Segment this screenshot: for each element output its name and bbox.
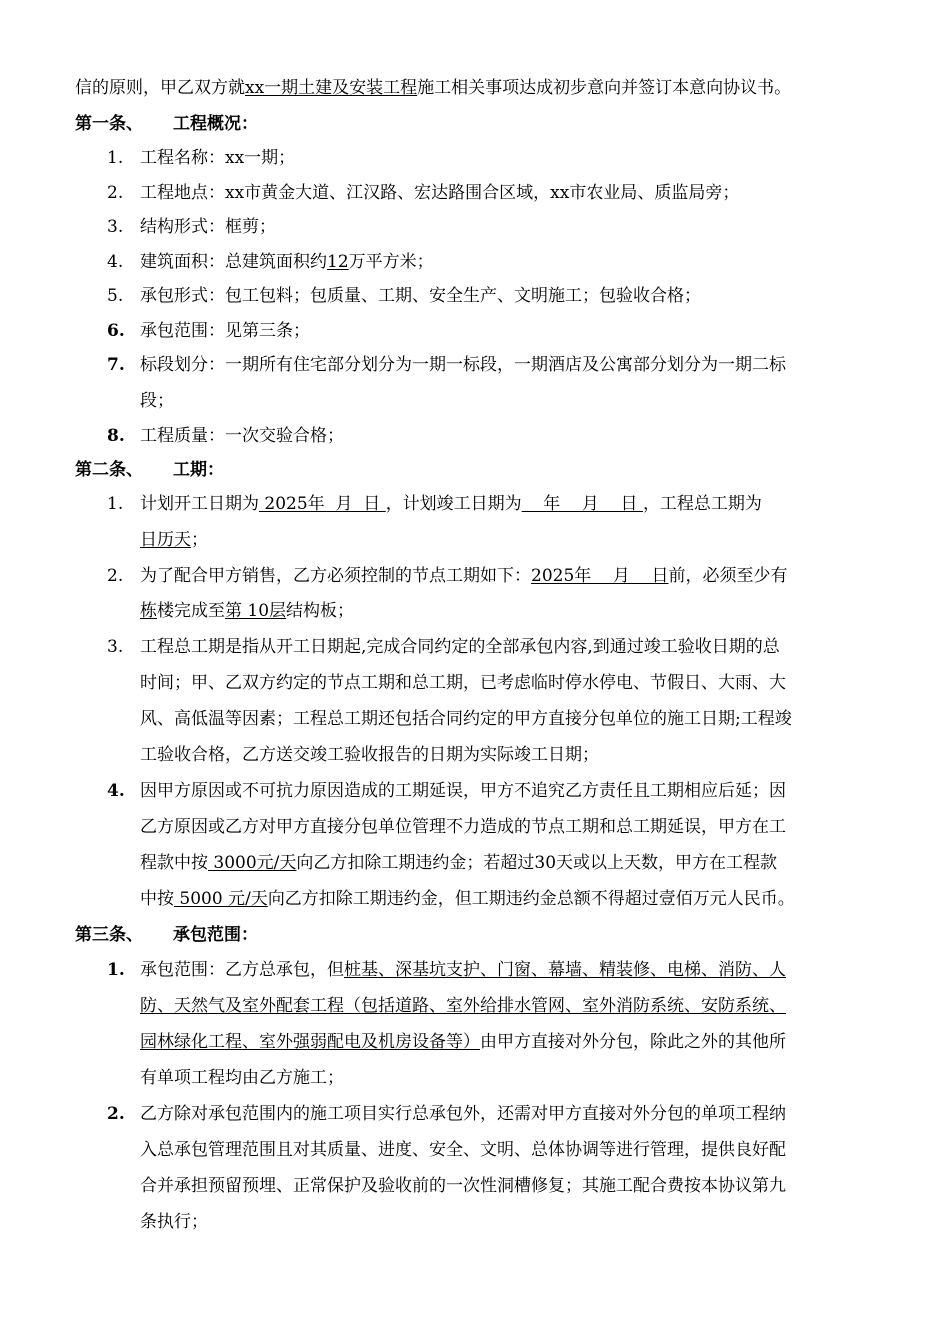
item-text: 结构板； [286, 601, 355, 621]
floor-blank: 第 10层 [225, 601, 287, 621]
item-number: 6. [107, 321, 125, 341]
article-1-heading [75, 114, 258, 134]
item-text: 承包范围：乙方总承包，但 [140, 960, 344, 980]
item-number: 1. [107, 148, 124, 168]
intro-text-end: 施工相关事项达成初步意向并签订本意向协议书。 [417, 78, 792, 98]
article-2-title: 工期： [173, 460, 224, 480]
excluded-scope-underlined: 防、天然气及室外配套工程（包括道路、室外给排水管网、室外消防系统、安防系统、 [140, 996, 786, 1016]
list-item-continued [140, 996, 786, 1016]
excluded-scope-underlined: 桩基、深基坑支护、门窗、幕墙、精装修、电梯、消防、人 [344, 960, 786, 980]
list-item: 因甲方原因或不可抗力原因造成的工期延误，甲方不追究乙方责任且工期相应后延；因 [140, 781, 786, 801]
item-text: 前，必须至少有 [668, 566, 788, 586]
list-item: 工程名称：xx一期； [140, 148, 296, 168]
list-item: 工程总工期是指从开工日期起,完成合同约定的全部承包内容,到通过竣工验收日期的总 [140, 637, 780, 657]
item-number: 2. [107, 183, 124, 203]
list-item-continued [140, 530, 208, 550]
area-value: 12 [327, 252, 349, 272]
list-item [140, 960, 786, 980]
penalty-rate-2: 5000 元/天 [174, 889, 268, 909]
start-date-blank: 2025年 月 日 [259, 494, 386, 514]
item-number: 7. [107, 355, 125, 375]
article-2-number: 第二条、 [75, 460, 143, 480]
item-number: 2. [107, 566, 124, 586]
list-item-continued: 有单项工程均由乙方施工； [140, 1068, 344, 1088]
article-3-heading [75, 925, 258, 945]
item-text: 建筑面积：总建筑面积约 [140, 252, 327, 272]
item-text: 向乙方扣除工期违约金，但工期违约金总额不得超过壹佰万元人民币。 [267, 889, 795, 909]
item-number: 1. [107, 494, 124, 514]
project-name-underlined: xx一期土建及安装工程 [245, 78, 418, 98]
item-number: 3. [107, 217, 124, 237]
item-text: 万平方米； [348, 252, 434, 272]
list-item-continued: 时间；甲、乙双方约定的节点工期和总工期，已考虑临时停水停电、节假日、大雨、大 [140, 673, 786, 693]
list-item-continued: 风、高低温等因素；工程总工期还包括合同约定的甲方直接分包单位的施工日期;工程竣 [140, 709, 792, 729]
item-number: 4. [107, 252, 124, 272]
list-item: 乙方除对承包范围内的施工项目实行总承包外，还需对甲方直接对外分包的单项工程纳 [140, 1104, 786, 1124]
list-item [140, 252, 434, 272]
item-text: ，工程总工期为 [642, 494, 762, 514]
list-item-continued: 工验收合格，乙方送交竣工验收报告的日期为实际竣工日期； [140, 745, 599, 765]
article-3-number: 第三条、 [75, 925, 143, 945]
article-1-number: 第一条、 [75, 114, 143, 134]
item-text: 中按 [140, 889, 174, 909]
item-number: 3. [107, 637, 124, 657]
list-item-continued: 条执行； [140, 1212, 208, 1232]
item-text: 为了配合甲方销售，乙方必须控制的节点工期如下： [140, 566, 531, 586]
end-date-blank: 年 月 日 [521, 494, 643, 514]
excluded-scope-underlined: 园林绿化工程、室外强弱配电及机房设备等） [140, 1032, 480, 1052]
item-text: ，计划竣工日期为 [385, 494, 522, 514]
article-3-title: 承包范围： [173, 925, 258, 945]
list-item: 承包范围：见第三条； [140, 321, 310, 341]
item-text: 由甲方直接对外分包，除此之外的其他所 [480, 1032, 786, 1052]
item-text: 程款中按 [140, 853, 208, 873]
list-item-continued: 乙方原因或乙方对甲方直接分包单位管理不力造成的节点工期和总工期延误，甲方在工 [140, 817, 786, 837]
item-text: 楼完成至 [157, 601, 225, 621]
item-number: 8. [107, 426, 125, 446]
list-item-continued [140, 601, 354, 621]
list-item-continued [140, 889, 795, 909]
list-item [140, 566, 788, 586]
list-item-continued: 段； [140, 391, 174, 411]
list-item-continued: 入总承包管理范围且对其质量、进度、安全、文明、总体协调等进行管理，提供良好配 [140, 1140, 786, 1160]
list-item: 工程质量：一次交验合格； [140, 426, 344, 446]
item-text: ； [191, 530, 208, 550]
list-item-continued: 合并承担预留预埋、正常保护及验收前的一次性洞槽修复；其施工配合费按本协议第九 [140, 1176, 786, 1196]
list-item: 工程地点：xx市黄金大道、江汉路、宏达路围合区域，xx市农业局、质监局旁； [140, 183, 740, 203]
item-text: 向乙方扣除工期违约金；若超过30天或以上天数，甲方在工程款 [296, 853, 778, 873]
penalty-rate-1: 3000元/天 [208, 853, 297, 873]
milestone-date-blank: 2025年 月 日 [531, 566, 669, 586]
article-2-heading [75, 460, 224, 480]
intro-paragraph [75, 78, 791, 98]
item-number: 5. [107, 286, 124, 306]
building-blank: 栋 [140, 601, 157, 621]
intro-text: 信的原则，甲乙双方就 [75, 78, 245, 98]
list-item [140, 494, 762, 514]
item-number: 2. [107, 1104, 125, 1124]
list-item-continued [140, 1032, 786, 1052]
article-1-title: 工程概况： [173, 114, 258, 134]
list-item-continued [140, 853, 777, 873]
item-text: 计划开工日期为 [140, 494, 259, 514]
duration-blank: 日历天 [140, 530, 191, 550]
list-item: 结构形式：框剪； [140, 217, 276, 237]
list-item: 标段划分：一期所有住宅部分划分为一期一标段，一期酒店及公寓部分划分为一期二标 [140, 355, 786, 375]
item-number: 1. [107, 960, 125, 980]
item-number: 4. [107, 781, 125, 801]
list-item: 承包形式：包工包料；包质量、工期、安全生产、文明施工；包验收合格； [140, 286, 701, 306]
